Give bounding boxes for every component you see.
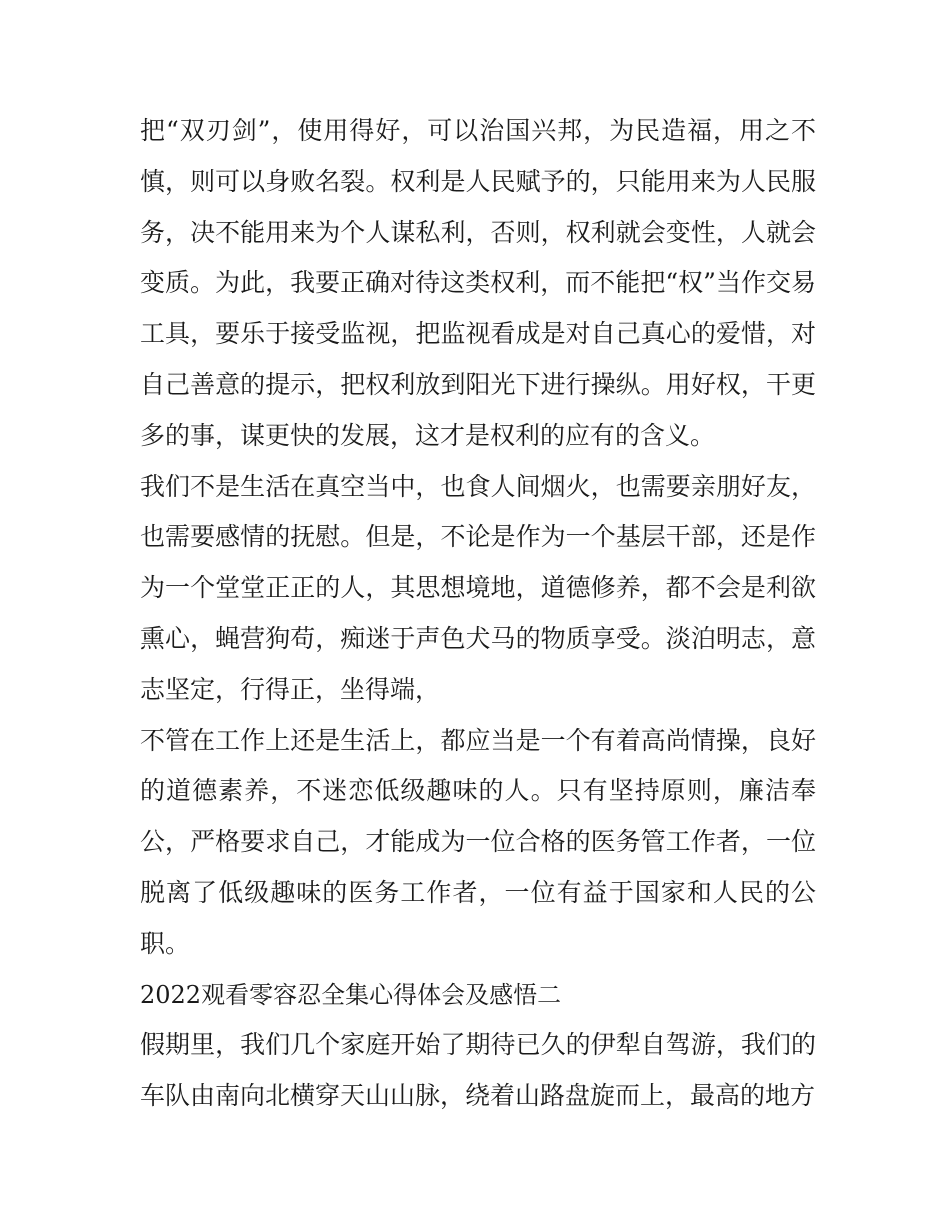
document-body	[140, 106, 816, 1122]
section-heading: 2022观看零容忍全集心得体会及感悟二	[140, 980, 562, 1009]
paragraph-power-double-edged-sword: 把“双刃剑”，使用得好，可以治国兴邦，为民造福，用之不慎，则可以身败名裂。权利是人民赋予的，只能用来为人民服务，决不能用来为个人谋私利，否则，权利就会变性，人就会变质。为此，我要正确对待这类权利，而不能把“权”当作交易工具，要乐于接受监视，把监视看成是对自己真心的爱惜，对自己善意的提示，把权利放到阳光下进行操纵。用好权，干更多的事，谋更快的发展，这才是权利的应有的含义。	[140, 116, 816, 450]
paragraph-moral-cultivation: 我们不是生活在真空当中，也食人间烟火，也需要亲朋好友，也需要感情的抚慰。但是，不论是作为一个基层干部，还是作为一个堂堂正正的人，其思想境地，道德修养，都不会是利欲熏心，蝇营狗苟，痴迷于声色犬马的物质享受。淡泊明志，意志坚定，行得正，坐得端，	[140, 471, 816, 704]
paragraph-ili-road-trip: 假期里，我们几个家庭开始了期待已久的伊犁自驾游，我们的车队由南向北横穿天山山脉，绕着山路盘旋而上，最高的地方	[140, 1030, 816, 1111]
paragraph-integrity-at-work: 不管在工作上还是生活上，都应当是一个有着高尚情操，良好的道德素养，不迷恋低级趣味的人。只有坚持原则，廉洁奉公，严格要求自己，才能成为一位合格的医务管工作者，一位脱离了低级趣味的医务工作者，一位有益于国家和人民的公职。	[140, 725, 816, 958]
